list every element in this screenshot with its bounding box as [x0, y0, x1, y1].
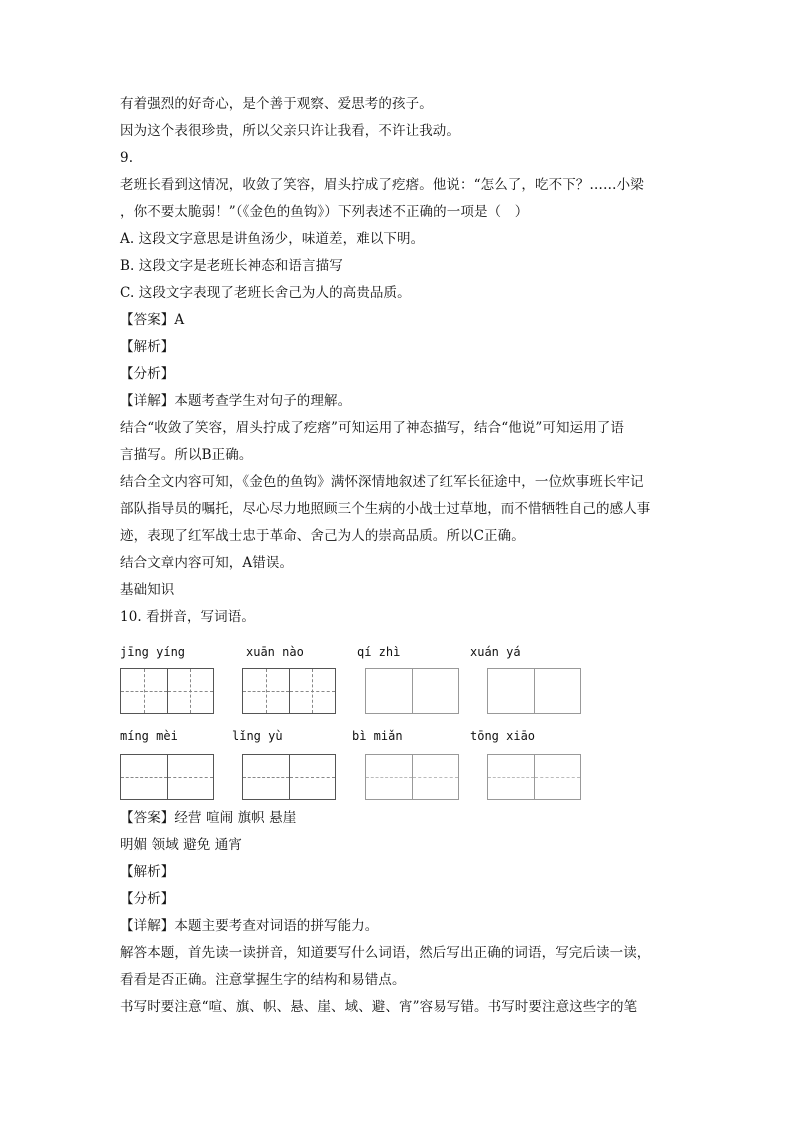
detail-text: 言描写。所以B正确。: [120, 447, 253, 463]
analysis-label: 【分析】: [120, 891, 175, 907]
writing-grid[interactable]: [242, 668, 336, 714]
detail-text: 结合“收敛了笑容，眉头拧成了疙瘩”可知运用了神态描写，结合“他说”可知运用了语: [120, 420, 625, 436]
answer-text: 明媚 领域 避免 通宵: [120, 837, 242, 853]
question-number: 9.: [120, 150, 134, 166]
writing-grid[interactable]: [120, 668, 214, 714]
pinyin-label: xuán yá: [470, 645, 521, 659]
pinyin-label: lǐng yù: [232, 729, 283, 743]
question-text: ，你不要太脆弱！”（《金色的鱼钩》）下列表述不正确的一项是（ ）: [120, 204, 529, 220]
writing-grid[interactable]: [242, 754, 336, 800]
option-c: C. 这段文字表现了老班长舍己为人的高贵品质。: [120, 285, 411, 301]
pinyin-label: míng mèi: [120, 729, 178, 743]
detail-text: 结合文章内容可知，A错误。: [120, 555, 294, 571]
analysis-label: 【解析】: [120, 864, 175, 880]
option-a: A. 这段文字意思是讲鱼汤少，味道差，难以下明。: [120, 231, 425, 247]
detail-text: 解答本题，首先读一读拼音，知道要写什么词语，然后写出正确的词语，写完后读一读，: [120, 945, 651, 961]
text-line: 有着强烈的好奇心，是个善于观察、爱思考的孩子。: [120, 96, 433, 112]
detail-text: 书写时要注意“喧、旗、帜、悬、崖、域、避、宵”容易写错。书写时要注意这些字的笔: [120, 999, 638, 1015]
question-number: 10. 看拼音，写词语。: [120, 609, 255, 625]
detail-text: 结合全文内容可知，《金色的鱼钩》满怀深情地叙述了红军长征途中，一位炊事班长牢记: [120, 474, 644, 490]
pinyin-label: xuān nào: [246, 645, 304, 659]
detail-text: 看看是否正确。注意掌握生字的结构和易错点。: [120, 972, 406, 988]
writing-grid[interactable]: [365, 668, 459, 714]
detail-text: 迹，表现了红军战士忠于革命、舍己为人的崇高品质。所以C正确。: [120, 528, 525, 544]
analysis-label: 【分析】: [120, 366, 175, 382]
section-heading: 基础知识: [120, 582, 175, 598]
detail-text: 【详解】本题主要考查对词语的拼写能力。: [120, 918, 379, 934]
detail-text: 部队指导员的嘱托，尽心尽力地照顾三个生病的小战士过草地，而不惜牺牲自己的感人事: [120, 501, 651, 517]
writing-grid[interactable]: [365, 754, 459, 800]
text-line: 因为这个表很珍贵，所以父亲只许让我看，不许让我动。: [120, 123, 460, 139]
question-text: 老班长看到这情况，收敛了笑容，眉头拧成了疙瘩。他说：“怎么了，吃不下？……小梁: [120, 177, 644, 193]
pinyin-label: qí zhì: [357, 645, 401, 659]
detail-text: 【详解】本题考查学生对句子的理解。: [120, 393, 352, 409]
pinyin-label: bì miǎn: [352, 729, 403, 743]
answer-label: 【答案】A: [120, 312, 185, 328]
pinyin-label: jīng yíng: [120, 645, 186, 659]
option-b: B. 这段文字是老班长神态和语言描写: [120, 258, 343, 274]
answer-label: 【答案】经营 喧闹 旗帜 悬崖: [120, 810, 297, 826]
writing-grid[interactable]: [120, 754, 214, 800]
analysis-label: 【解析】: [120, 339, 175, 355]
pinyin-label: tōng xiāo: [470, 729, 536, 743]
writing-grid[interactable]: [487, 754, 581, 800]
writing-grid[interactable]: [487, 668, 581, 714]
